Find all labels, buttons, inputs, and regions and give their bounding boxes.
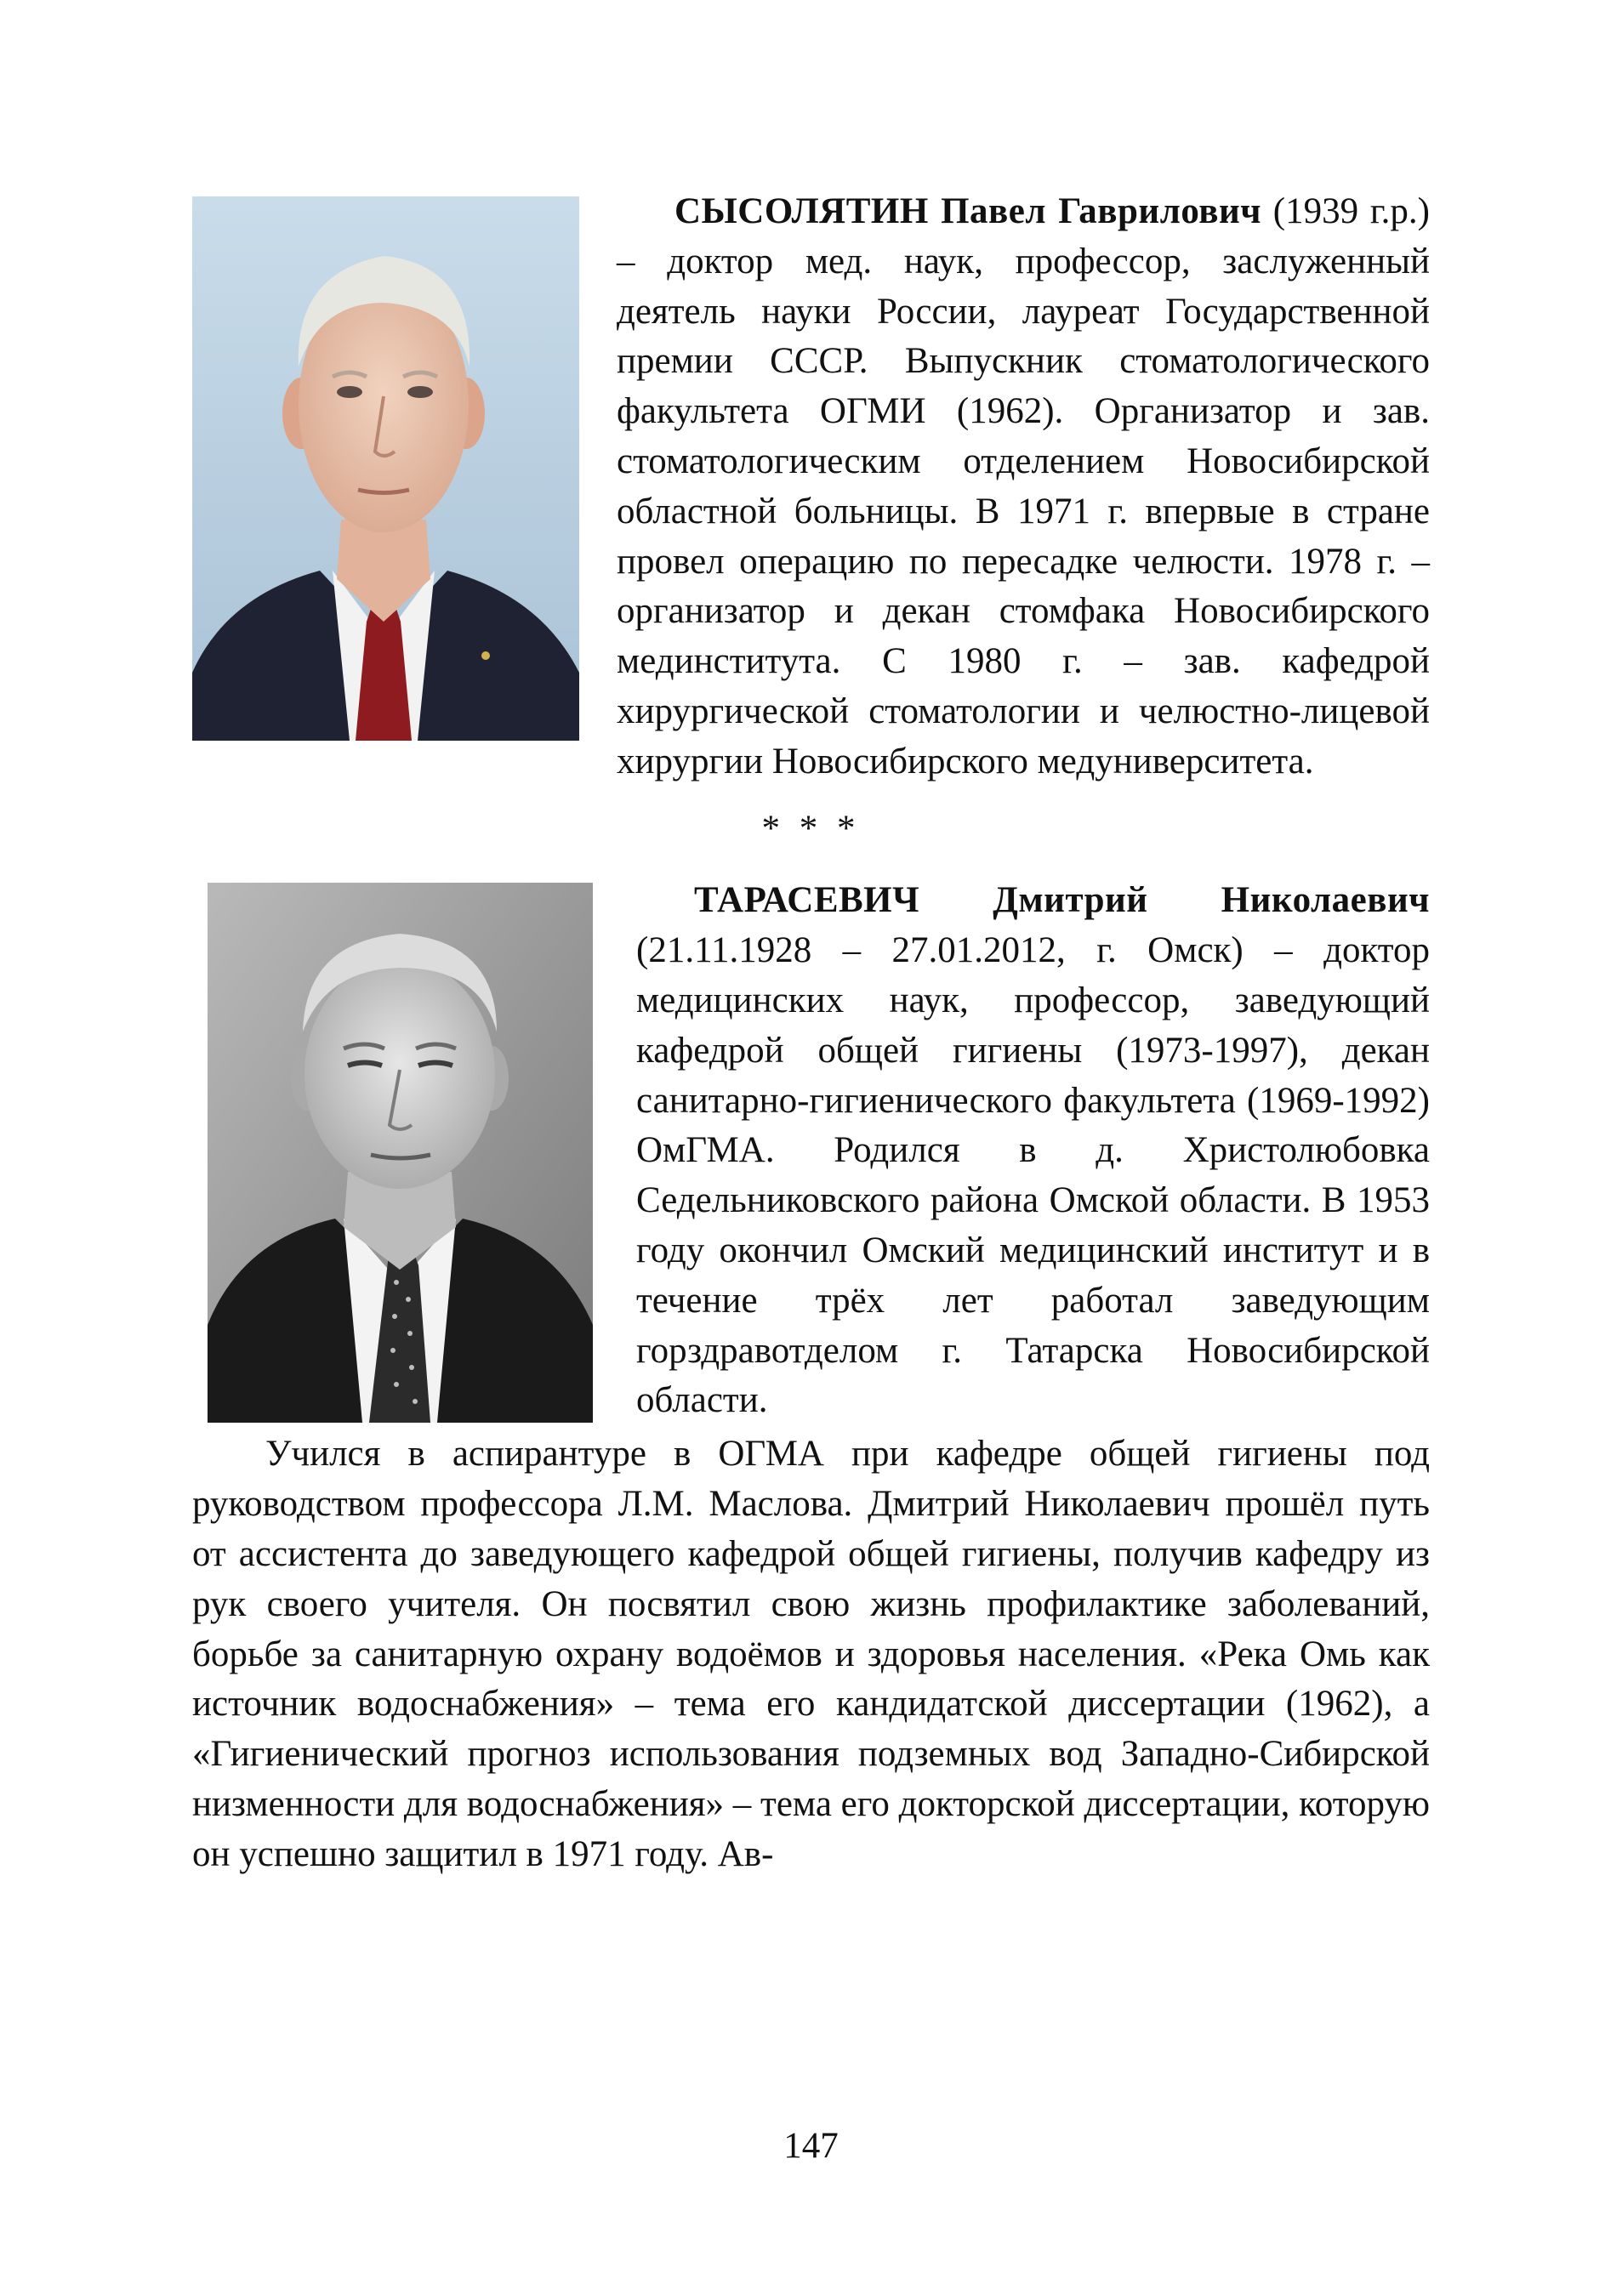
entry-paragraph: Учился в аспирантуре в ОГМА при кафедре общей гигиены под руководством профессора Л.М. Маслова. Дмитрий Николаевич прошёл путь от ассистента до заведующего кафедрой общей гигиены, получив кафедру из рук своего учителя. Он посвятил свою жизнь профилактике заболеваний, борьбе за санитарную охрану водоёмов и здоровья населения. «Река Омь как источник водоснабжения» – тема его кандидатской диссертации (1962), а «Гигиенический прогноз использования подземных вод Западно-Сибирской низменности для водоснабжения» – тема его докторской диссертации, которую он успешно защитил в 1971 году. Ав- [192, 1434, 1431, 1874]
page-number: 147 [783, 2126, 839, 2166]
section-separator: * * * [761, 808, 861, 849]
portrait-photo-sysolyatin [192, 196, 579, 741]
page-body [192, 187, 1430, 1880]
biography-entry-sysolyatin [192, 187, 1430, 787]
entry-text: (1939 г.р.) – доктор мед. наук, профессор, заслуженный деятель науки России, лауреат Государственной премии СССР. Выпускник стоматологического факультета ОГМИ (1962). Организатор и зав. стоматологическим отделением Новосибирской областной больницы. В 1971 г. впервые в стране провел операцию по пересадке челюсти. 1978 г. – организатор и декан стомфака Новосибирского мединститута. С 1980 г. – зав. кафедрой хирургической стоматологии и челюстно-лицевой хирургии Новосибирского медуниверситета. [617, 191, 1430, 781]
entry-text: (21.11.1928 – 27.01.2012, г. Омск) – доктор медицинских наук, профессор, заведующий кафедрой общей гигиены (1973-1997), декан санитарно-гигиенического факультета (1969-1992) ОмГМА. Родился в д. Христолюбовка Седельниковского района Омской области. В 1953 году окончил Омский медицинский институт и в течение трёх лет работал заведующим горздравотделом г. Татарска Новосибирской области. [636, 930, 1430, 1421]
portrait-photo-tarasevich [208, 883, 593, 1423]
entry-name: СЫСОЛЯТИН Павел Гаврилович [674, 191, 1262, 231]
biography-entry-tarasevich [192, 876, 1430, 1879]
entry-name: ТАРАСЕВИЧ Дмитрий Николаевич [694, 880, 1430, 921]
